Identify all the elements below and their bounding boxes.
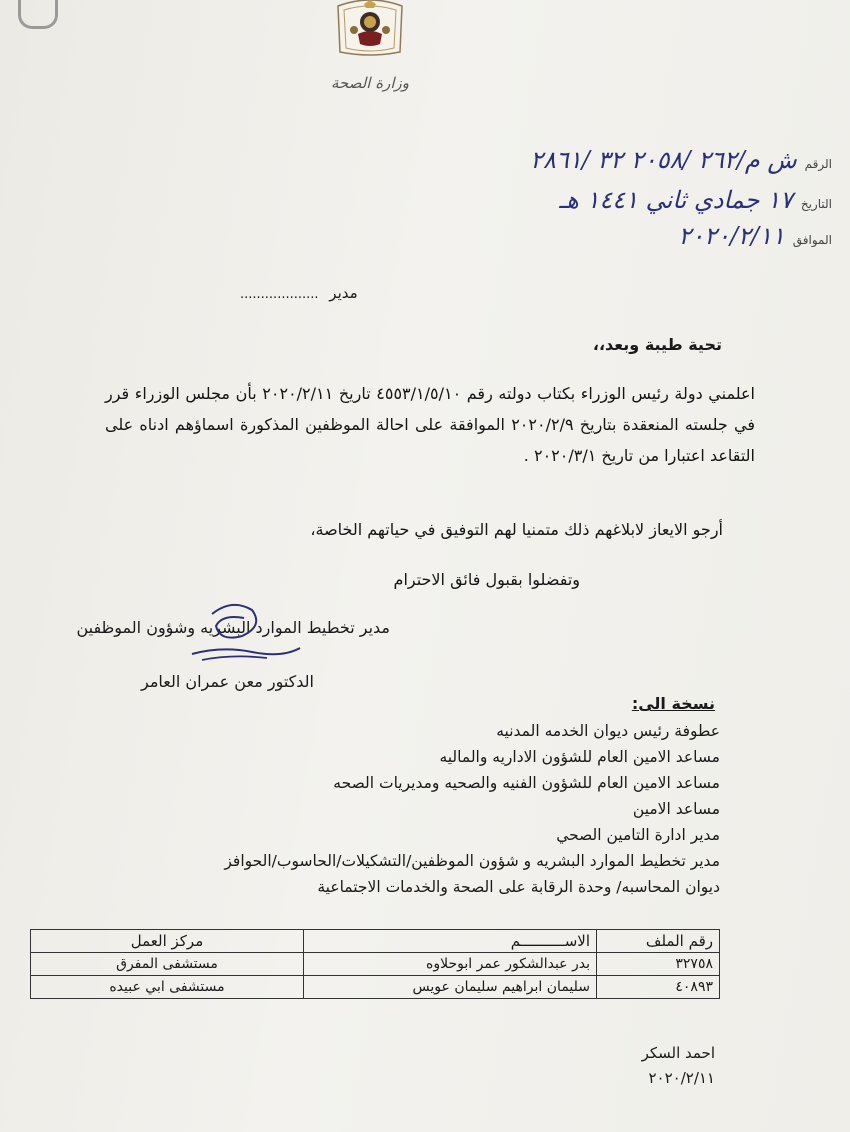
cell-workplace: مستشفى ابي عبيده	[31, 976, 304, 999]
copy-recipient: مساعد الامين العام للشؤون الاداريه والماليه	[439, 748, 720, 766]
reference-date-value: ١٧ جمادي ثاني ١٤٤١ هـ	[559, 186, 793, 214]
reference-corresponding-label: الموافق	[792, 233, 832, 247]
copy-recipient: مساعد الامين العام للشؤون الفنيه والصحيه ومديريات الصحه	[333, 774, 720, 792]
copy-recipient: عطوفة رئيس ديوان الخدمه المدنيه	[496, 722, 720, 740]
table-header-row	[31, 930, 720, 953]
copies-heading: نسخة الى:	[631, 694, 715, 713]
cell-file-number: ٣٢٧٥٨	[597, 953, 720, 976]
reference-date-label: التاريخ	[800, 197, 832, 211]
corner-mark	[18, 0, 58, 29]
addressee-label: مدير	[329, 284, 358, 302]
header-workplace: مركز العمل	[31, 930, 304, 953]
reference-number-value: ش م/٢٦٢ /٢٠٥٨ ٣٢ /٢٨٦١	[530, 146, 797, 174]
table-row	[31, 953, 720, 976]
table-row	[31, 976, 720, 999]
prepared-date: ٢٠٢٠/٢/١١	[648, 1069, 715, 1087]
copies-list	[224, 718, 720, 900]
handwritten-signature	[172, 596, 322, 676]
reference-corresponding-value: ٢٠٢٠/٢/١١	[678, 222, 785, 250]
copy-recipient: ديوان المحاسبه/ وحدة الرقابة على الصحة والخدمات الاجتماعية	[317, 878, 720, 896]
greeting: تحية طيبة وبعد،،	[592, 335, 722, 354]
ministry-name: وزارة الصحة	[331, 74, 409, 92]
closing-line: وتفضلوا بقبول فائق الاحترام	[393, 570, 580, 589]
copy-recipient: مساعد الامين	[632, 800, 720, 818]
cell-file-number: ٤٠٨٩٣	[597, 976, 720, 999]
reference-date-row	[559, 186, 832, 214]
cell-name: سليمان ابراهيم سليمان عويس	[304, 976, 597, 999]
cell-workplace: مستشفى المفرق	[31, 953, 304, 976]
header-file-number: رقم الملف	[597, 930, 720, 953]
signatory-title: مدير تخطيط الموارد البشريه وشؤون الموظفين	[76, 618, 390, 637]
reference-number-row	[530, 146, 832, 174]
cell-name: بدر عبدالشكور عمر ابوحلاوه	[304, 953, 597, 976]
addressee-line	[240, 284, 358, 302]
main-paragraph: اعلمني دولة رئيس الوزراء بكتاب دولته رقم ٤٥٥٣/١/٥/١٠ تاريخ ٢٠٢٠/٢/١١ بأن مجلس الوزراء قرر في جلسته المنعقدة بتاريخ ٢٠٢٠/٢/٩ الموافقة على احالة الموظفين المذكورة اسماؤهم ادناه على التقاعد اعتبارا من تاريخ ٢٠٢٠/٣/١ .	[105, 384, 756, 465]
retirees-table	[30, 929, 720, 999]
reference-number-label: الرقم	[804, 157, 832, 171]
copy-recipient: مدير تخطيط الموارد البشريه و شؤون الموظفين/التشكيلات/الحاسوب/الحوافز	[224, 852, 720, 870]
request-line: أرجو الايعاز لابلاغهم ذلك متمنيا لهم التوفيق في حياتهم الخاصة،	[310, 520, 723, 539]
prepared-by-name: احمد السكر	[641, 1044, 715, 1062]
copy-recipient: مدير ادارة التامين الصحي	[556, 826, 720, 844]
coat-of-arms-emblem	[330, 0, 410, 58]
signatory-name: الدكتور معن عمران العامر	[140, 672, 314, 691]
header-name: الاســــــــــم	[304, 930, 597, 953]
addressee-dots: ...................	[240, 287, 319, 302]
reference-corresponding-row	[678, 222, 832, 250]
